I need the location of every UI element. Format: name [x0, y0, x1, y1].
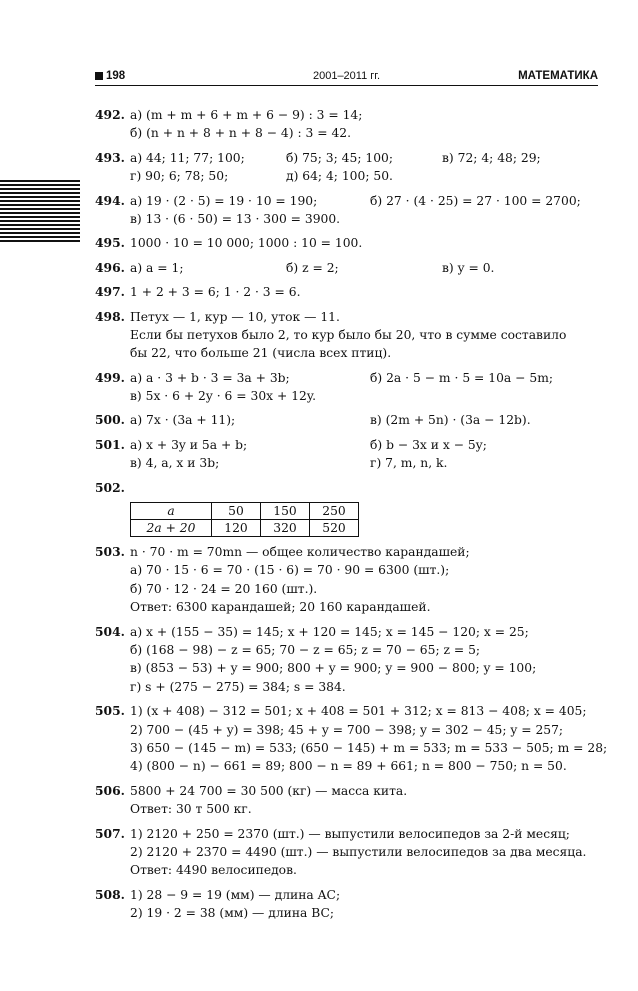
table-cell: 320 [261, 520, 310, 537]
problem-505 [95, 702, 610, 776]
solution-line: 5800 + 24 700 = 30 500 (кг) — масса кита. [130, 783, 408, 798]
problem-498 [95, 308, 610, 363]
solution-part: а) x + 3y и 5a + b; [130, 437, 248, 452]
problem-number: 498. [95, 308, 125, 324]
solution-line: в) (853 − 53) + y = 900; 800 + y = 900; y = 900 − 800; y = 100; [130, 661, 537, 676]
problem-494 [95, 192, 610, 229]
solution-line: бы 22, что больше 21 (числа всех птиц). [130, 346, 392, 361]
problem-number: 492. [95, 107, 125, 122]
solution-row [130, 210, 610, 228]
solution-line: 4) (800 − n) − 661 = 89; 800 − n = 89 + 661; n = 800 − 750; n = 50. [130, 759, 567, 774]
solution-part: а) 19 · (2 · 5) = 19 · 10 = 190; [130, 193, 318, 208]
table-cell: 250 [310, 503, 359, 520]
solution-part: б) 27 · (4 · 25) = 27 · 100 = 2700; [370, 193, 581, 208]
solution-row [130, 167, 610, 185]
solution-part: б) z = 2; [286, 260, 339, 275]
solution-part: г) 7, m, n, k. [370, 456, 448, 471]
problem-497 [95, 283, 610, 301]
solution-line: 1 + 2 + 3 = 6; 1 · 2 · 3 = 6. [130, 285, 301, 300]
solution-part: б) 2a · 5 − m · 5 = 10a − 5m; [370, 370, 553, 385]
solution-row [130, 411, 610, 429]
table-cell: 50 [212, 503, 261, 520]
table-row [131, 503, 359, 520]
solution-part: в) 72; 4; 48; 29; [442, 150, 541, 165]
problem-number: 495. [95, 235, 125, 251]
problem-number: 504. [95, 623, 125, 639]
problem-500 [95, 411, 610, 429]
problem-number: 500. [95, 412, 125, 428]
solution-line: а) (m + m + 6 + m + 6 − 9) : 3 = 14; [130, 108, 363, 122]
header-subject: МАТЕМАТИКА [518, 70, 598, 82]
table-cell: 520 [310, 520, 359, 537]
problem-number: 506. [95, 782, 125, 798]
table-cell: 120 [212, 520, 261, 537]
solutions-content [95, 106, 610, 928]
value-table [130, 502, 359, 537]
solution-part: а) 7x · (3a + 11); [130, 413, 236, 428]
solution-part: б) b − 3x и x − 5y; [370, 437, 487, 452]
solution-line: г) s + (275 − 275) = 384; s = 384. [130, 679, 346, 694]
problem-number: 503. [95, 544, 125, 560]
problem-number: 496. [95, 259, 125, 275]
problem-496 [95, 259, 610, 277]
solution-row [130, 192, 610, 210]
solution-line: б) 70 · 12 · 24 = 20 160 (шт.). [130, 581, 318, 596]
solution-line: 1000 · 10 = 10 000; 1000 : 10 = 100. [130, 236, 363, 251]
solution-part: а) a = 1; [130, 260, 184, 275]
solution-part: в) 13 · (6 · 50) = 13 · 300 = 3900. [130, 211, 341, 226]
answer-line: Ответ: 4490 велосипедов. [130, 863, 297, 878]
problem-number: 494. [95, 192, 125, 208]
solution-line: 2) 2120 + 2370 = 4490 (шт.) — выпустили велосипедов за два месяца. [130, 844, 587, 859]
solution-row [130, 369, 610, 387]
problem-503 [95, 543, 610, 617]
problem-495 [95, 234, 610, 252]
solution-part: в) y = 0. [442, 260, 495, 275]
table-cell: 150 [261, 503, 310, 520]
solution-part: в) 5x · 6 + 2y · 6 = 30x + 12y. [130, 389, 317, 404]
solution-part: д) 64; 4; 100; 50. [286, 169, 393, 184]
problem-499 [95, 369, 610, 406]
problem-493 [95, 149, 610, 186]
solution-line: Если бы петухов было 2, то кур было бы 20, что в сумме составило [130, 327, 567, 342]
solution-part: в) (2m + 5n) · (3a − 12b). [370, 413, 531, 428]
problem-number: 501. [95, 436, 125, 452]
problem-504 [95, 623, 610, 697]
solution-line: n · 70 · m = 70mn — общее количество карандашей; [130, 545, 470, 560]
solution-line: 1) (x + 408) − 312 = 501; x + 408 = 501 + 312; x = 813 − 408; x = 405; [130, 704, 587, 719]
solution-part: в) 4, a, x и 3b; [130, 456, 220, 471]
problem-number: 493. [95, 149, 125, 165]
table-row [131, 520, 359, 537]
problem-492 [95, 106, 610, 143]
answer-line: Ответ: 30 т 500 кг. [130, 802, 252, 817]
problem-number: 505. [95, 703, 125, 719]
solution-part: а) a · 3 + b · 3 = 3a + 3b; [130, 370, 290, 385]
problem-502 [95, 479, 610, 537]
problem-501 [95, 436, 610, 473]
header-rule [95, 85, 598, 86]
page-number: 198 [106, 70, 126, 82]
problem-508 [95, 886, 610, 923]
solution-row [130, 454, 610, 472]
solution-row [130, 149, 610, 167]
solution-line: 3) 650 − (145 − m) = 533; (650 − 145) + m = 533; m = 533 − 505; m = 28; [130, 740, 608, 755]
solution-line: а) 70 · 15 · 6 = 70 · (15 · 6) = 70 · 90 = 6300 (шт.); [130, 563, 450, 578]
solution-line: 2) 700 − (45 + y) = 398; 45 + y = 700 − 398; y = 302 − 45; y = 257; [130, 722, 564, 737]
problem-number: 507. [95, 825, 125, 841]
solution-line: Петух — 1, кур — 10, уток — 11. [130, 309, 340, 324]
solution-line: б) (168 − 98) − z = 65; 70 − z = 65; z = 70 − 65; z = 5; [130, 642, 481, 657]
solution-part: г) 90; 6; 78; 50; [130, 169, 229, 184]
problem-507 [95, 825, 610, 880]
problem-number: 502. [95, 479, 125, 495]
solution-part: б) 75; 3; 45; 100; [286, 150, 393, 165]
header-years: 2001–2011 гг. [312, 70, 381, 82]
spacer-line [130, 479, 610, 497]
side-stripes-decoration [0, 180, 80, 242]
solution-part: а) 44; 11; 77; 100; [130, 150, 245, 165]
solution-line: а) x + (155 − 35) = 145; x + 120 = 145; x = 145 − 120; x = 25; [130, 624, 529, 639]
solution-line: 1) 2120 + 250 = 2370 (шт.) — выпустили велосипедов за 2-й месяц; [130, 826, 570, 841]
problem-506 [95, 782, 610, 819]
table-cell: a [131, 503, 212, 520]
solution-row [130, 387, 610, 405]
answer-line: Ответ: 6300 карандашей; 20 160 карандашей. [130, 600, 431, 615]
solution-line: 2) 19 · 2 = 38 (мм) — длина BC; [130, 906, 335, 921]
problem-number: 499. [95, 369, 125, 385]
solution-line: 1) 28 − 9 = 19 (мм) — длина AC; [130, 887, 341, 902]
page-header [95, 70, 598, 86]
problem-number: 497. [95, 284, 125, 300]
solution-row [130, 436, 610, 454]
solution-line: б) (n + n + 8 + n + 8 − 4) : 3 = 42. [130, 126, 352, 141]
problem-number: 508. [95, 886, 125, 902]
solution-row [130, 259, 610, 277]
table-cell: 2a + 20 [131, 520, 212, 537]
